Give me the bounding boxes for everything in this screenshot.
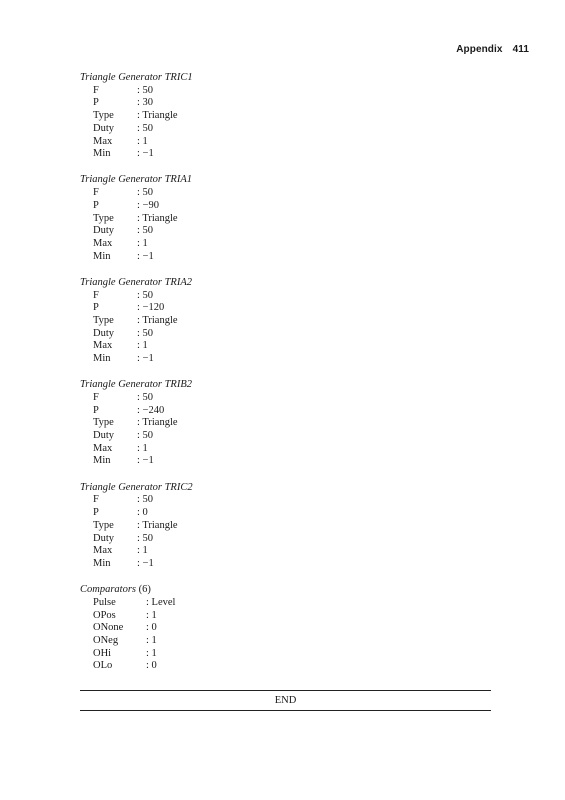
end-marker	[80, 690, 491, 711]
param-value: : Triangle	[137, 212, 178, 224]
comparators-section	[80, 584, 500, 673]
param-key: Max	[93, 442, 113, 454]
param-row	[80, 660, 500, 673]
param-value: : 1	[137, 545, 148, 557]
param-row	[80, 405, 500, 418]
param-key: Max	[93, 237, 113, 249]
param-row	[80, 648, 500, 661]
generator-section	[80, 72, 500, 161]
listing-content	[80, 72, 500, 687]
param-key: Duty	[93, 122, 114, 134]
param-key: Type	[93, 417, 114, 429]
param-value: : Triangle	[137, 417, 178, 429]
param-row	[80, 545, 500, 558]
param-value: : 50	[137, 494, 154, 506]
param-key: Type	[93, 110, 114, 122]
param-row	[80, 97, 500, 110]
param-value: : Triangle	[137, 314, 178, 326]
param-key: Min	[93, 353, 111, 365]
param-row	[80, 187, 500, 200]
param-value: : 50	[137, 532, 154, 544]
param-value: : 1	[137, 340, 148, 352]
param-value: : 50	[137, 84, 154, 96]
param-value: : 50	[137, 327, 154, 339]
param-value: : 50	[137, 289, 154, 301]
param-key: Min	[93, 557, 111, 569]
param-row	[80, 110, 500, 123]
section-title: Triangle Generator TRIC1	[80, 72, 193, 83]
param-key: Type	[93, 314, 114, 326]
param-value: : 50	[137, 391, 154, 403]
generator-section	[80, 174, 500, 263]
param-value: : 0	[146, 622, 157, 634]
param-row	[80, 123, 500, 136]
param-value: : 0	[137, 507, 148, 519]
param-row	[80, 417, 500, 430]
param-key: Type	[93, 212, 114, 224]
param-row	[80, 136, 500, 149]
param-key: Duty	[93, 225, 114, 237]
section-title: Triangle Generator TRIA2	[80, 276, 192, 288]
param-row	[80, 392, 500, 405]
param-value: : −90	[137, 199, 159, 211]
section-title: Triangle Generator TRIA1	[80, 174, 192, 186]
param-key: Pulse	[93, 596, 116, 608]
param-key: Duty	[93, 327, 114, 339]
param-key: Min	[93, 455, 111, 467]
param-value: : 1	[146, 609, 157, 621]
param-value: : −1	[137, 557, 154, 569]
param-key: P	[93, 507, 99, 519]
end-label: END	[274, 695, 297, 706]
param-key: P	[93, 302, 99, 314]
param-value: : 1	[137, 442, 148, 454]
param-value: : −240	[137, 404, 165, 416]
generator-section	[80, 482, 500, 571]
param-row	[80, 85, 500, 98]
param-row	[80, 353, 500, 366]
param-row	[80, 430, 500, 443]
param-key: OPos	[93, 609, 116, 621]
param-row	[80, 251, 500, 264]
param-key: Max	[93, 545, 113, 557]
param-row	[80, 315, 500, 328]
param-row	[80, 533, 500, 546]
param-value: : 50	[137, 187, 154, 199]
param-row	[80, 290, 500, 303]
param-value: : 1	[146, 634, 157, 646]
param-value: : 50	[137, 225, 154, 237]
param-row	[80, 558, 500, 571]
generator-section	[80, 277, 500, 366]
param-key: OHi	[93, 647, 112, 659]
param-value: : −1	[137, 148, 154, 160]
param-key: Max	[93, 340, 113, 352]
param-row	[80, 610, 500, 623]
param-row	[80, 507, 500, 520]
param-key: F	[93, 84, 99, 96]
param-key: F	[93, 289, 99, 301]
param-value: : −1	[137, 353, 154, 365]
param-row	[80, 238, 500, 251]
param-value: : 50	[137, 122, 154, 134]
running-head-section: Appendix	[456, 44, 503, 55]
param-key: P	[93, 97, 99, 109]
param-row	[80, 148, 500, 161]
param-value: : 1	[137, 237, 148, 249]
param-row	[80, 302, 500, 315]
param-key: ONone	[93, 622, 124, 634]
section-title: Triangle Generator TRIB2	[80, 379, 192, 391]
param-row	[80, 622, 500, 635]
param-value: : 30	[137, 97, 154, 109]
param-row	[80, 340, 500, 353]
param-key: F	[93, 187, 99, 199]
generator-section	[80, 379, 500, 468]
param-value: : Level	[146, 596, 176, 608]
param-key: OLo	[93, 660, 113, 672]
param-row	[80, 213, 500, 226]
param-key: P	[93, 199, 99, 211]
param-row	[80, 494, 500, 507]
param-key: P	[93, 404, 99, 416]
section-title	[80, 584, 500, 597]
param-value: : Triangle	[137, 519, 178, 531]
param-row	[80, 455, 500, 468]
param-row	[80, 225, 500, 238]
comparators-title: Comparators	[80, 584, 137, 596]
param-row	[80, 328, 500, 341]
param-value: : 1	[146, 647, 157, 659]
param-row	[80, 520, 500, 533]
page-number: 411	[512, 44, 529, 55]
running-head	[456, 44, 529, 55]
param-row	[80, 200, 500, 213]
param-row	[80, 443, 500, 456]
param-value: : 50	[137, 430, 154, 442]
param-value: : −120	[137, 302, 165, 314]
param-key: Duty	[93, 430, 114, 442]
param-value: : 1	[137, 135, 148, 147]
param-key: Max	[93, 135, 113, 147]
param-key: Min	[93, 250, 111, 262]
param-value: : −1	[137, 250, 154, 262]
param-key: Min	[93, 148, 111, 160]
param-key: ONeg	[93, 634, 119, 646]
param-row	[80, 635, 500, 648]
comparators-count: (6)	[138, 584, 151, 596]
param-value: : Triangle	[137, 110, 178, 122]
param-value: : −1	[137, 455, 154, 467]
param-key: F	[93, 494, 99, 506]
param-key: F	[93, 391, 99, 403]
param-key: Duty	[93, 532, 114, 544]
param-row	[80, 597, 500, 610]
param-value: : 0	[146, 660, 157, 672]
param-key: Type	[93, 519, 114, 531]
section-title: Triangle Generator TRIC2	[80, 481, 193, 493]
